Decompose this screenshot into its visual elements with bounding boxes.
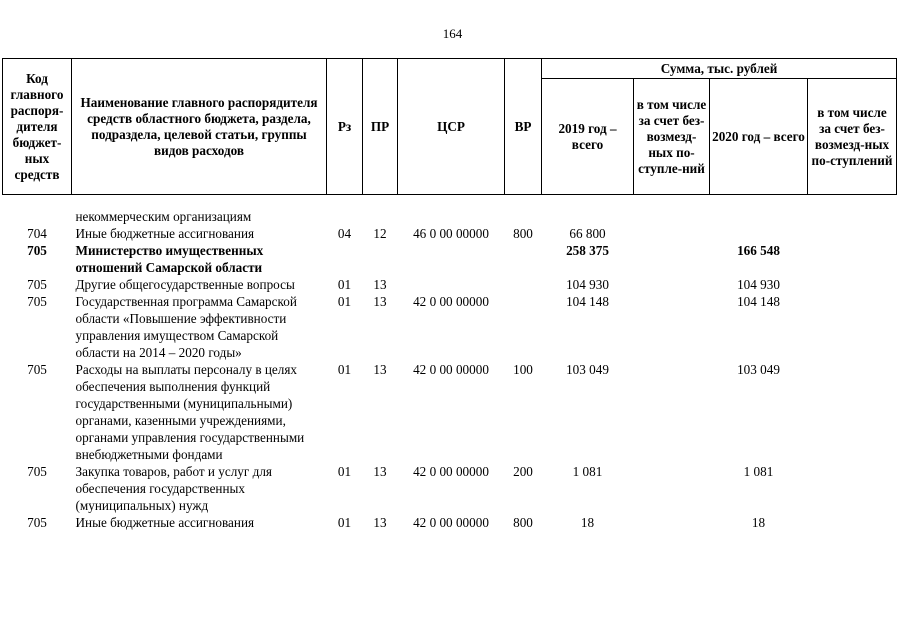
row-rz: 01 — [337, 464, 352, 479]
row-code: 705 — [27, 243, 47, 258]
row-rz: 01 — [337, 294, 352, 309]
row-free-2020 — [808, 276, 897, 293]
row-sum-2019 — [542, 208, 634, 225]
row-sum-2020: 18 — [751, 515, 766, 530]
header-vr: ВР — [505, 59, 542, 195]
row-pr — [363, 208, 398, 225]
row-rz: 04 — [337, 226, 352, 241]
row-vr: 800 — [513, 226, 533, 241]
row-name: Иные бюджетные ассигнования — [75, 226, 255, 241]
row-vr — [505, 293, 542, 361]
row-free-2019 — [634, 361, 710, 463]
table-header — [3, 59, 897, 195]
table-row — [3, 463, 897, 514]
row-sum-2019: 103 049 — [566, 362, 609, 377]
row-rz: 01 — [337, 277, 352, 292]
row-rz — [327, 242, 363, 276]
row-free-2019 — [634, 208, 710, 225]
row-sum-2020: 104 930 — [737, 277, 780, 292]
row-sum-2019: 18 — [580, 515, 595, 530]
row-code: 704 — [27, 226, 47, 241]
row-csr: 42 0 00 00000 — [413, 515, 489, 530]
row-code: 705 — [27, 464, 47, 479]
row-pr: 13 — [373, 362, 387, 377]
header-code: Код главного распоря-дителя бюджет-ных средств — [3, 59, 72, 195]
row-pr: 13 — [373, 277, 387, 292]
row-pr: 13 — [373, 464, 387, 479]
row-code: 705 — [27, 294, 47, 309]
row-free-2019 — [634, 225, 710, 242]
row-sum-2020: 1 081 — [743, 464, 774, 479]
row-free-2020 — [808, 514, 897, 531]
row-free-2019 — [634, 242, 710, 276]
row-free-2020 — [808, 293, 897, 361]
row-sum-2019: 258 375 — [566, 243, 609, 258]
row-vr: 100 — [513, 362, 533, 377]
row-pr: 12 — [373, 226, 387, 241]
row-free-2020 — [808, 242, 897, 276]
row-vr — [505, 242, 542, 276]
row-name: Другие общегосударственные вопросы — [75, 277, 295, 292]
row-code: 705 — [27, 362, 47, 377]
row-sum-2019: 104 930 — [566, 277, 609, 292]
row-sum-2020 — [710, 208, 808, 225]
row-csr — [398, 208, 505, 225]
row-code: 705 — [27, 515, 47, 530]
row-name: некоммерческим организациям — [75, 209, 252, 224]
row-csr: 42 0 00 00000 — [413, 362, 489, 377]
header-2020-free: в том числе за счет без-возмезд-ных по-ступлений — [808, 79, 897, 195]
row-free-2019 — [634, 293, 710, 361]
row-vr: 800 — [513, 515, 533, 530]
table-row — [3, 293, 897, 361]
row-vr — [505, 208, 542, 225]
row-csr — [398, 276, 505, 293]
table-row — [3, 361, 897, 463]
row-name: Иные бюджетные ассигнования — [75, 515, 255, 530]
row-csr: 46 0 00 00000 — [413, 226, 489, 241]
row-sum-2020: 103 049 — [737, 362, 780, 377]
table-row — [3, 242, 897, 276]
header-name: Наименование главного распорядителя средств областного бюджета, раздела, подраздела, целевой статьи, группы видов расходов — [72, 59, 327, 195]
row-name: Расходы на выплаты персоналу в целях обеспечения выполнения функций государственными (муниципальными) органами, казенными учреждениями, органами управления государственными внебюджетными фондами — [75, 362, 305, 462]
row-sum-2019: 66 800 — [569, 226, 606, 241]
row-free-2020 — [808, 208, 897, 225]
row-pr: 13 — [373, 515, 387, 530]
row-free-2020 — [808, 225, 897, 242]
row-name: Министерство имущественных отношений Самарской области — [75, 243, 264, 275]
header-2019-free: в том числе за счет без-возмезд-ных по-ступле-ний — [634, 79, 710, 195]
row-code: 705 — [27, 277, 47, 292]
row-vr: 200 — [513, 464, 533, 479]
row-sum-2019: 104 148 — [566, 294, 609, 309]
table-row — [3, 225, 897, 242]
row-vr — [505, 276, 542, 293]
table-row — [3, 514, 897, 531]
row-csr — [398, 242, 505, 276]
row-name: Закупка товаров, работ и услуг для обеспечения государственных (муниципальных) нужд — [75, 464, 272, 513]
header-2019-total: 2019 год – всего — [542, 79, 634, 195]
row-free-2020 — [808, 361, 897, 463]
row-sum-2019: 1 081 — [572, 464, 603, 479]
row-csr: 42 0 00 00000 — [413, 464, 489, 479]
row-name: Государственная программа Самарской области «Повышение эффективности управления имуществом Самарской области на 2014 – 2020 годы» — [75, 294, 297, 360]
header-sum-group: Сумма, тыс. рублей — [542, 59, 897, 79]
header-csr: ЦСР — [398, 59, 505, 195]
row-sum-2020: 166 548 — [737, 243, 780, 258]
page-number: 164 — [442, 26, 463, 41]
row-free-2019 — [634, 276, 710, 293]
row-pr: 13 — [373, 294, 387, 309]
budget-table — [2, 58, 897, 531]
row-csr: 42 0 00 00000 — [413, 294, 489, 309]
table-row — [3, 208, 897, 225]
row-code — [3, 208, 72, 225]
row-free-2020 — [808, 463, 897, 514]
row-sum-2020 — [710, 225, 808, 242]
row-sum-2020: 104 148 — [737, 294, 780, 309]
header-rz: Рз — [327, 59, 363, 195]
row-free-2019 — [634, 463, 710, 514]
header-2020-total: 2020 год – всего — [710, 79, 808, 195]
row-rz: 01 — [337, 362, 352, 377]
table-row — [3, 276, 897, 293]
row-rz: 01 — [337, 515, 352, 530]
header-pr: ПР — [363, 59, 398, 195]
row-rz — [327, 208, 363, 225]
row-pr — [363, 242, 398, 276]
table-body — [3, 195, 897, 532]
row-free-2019 — [634, 514, 710, 531]
